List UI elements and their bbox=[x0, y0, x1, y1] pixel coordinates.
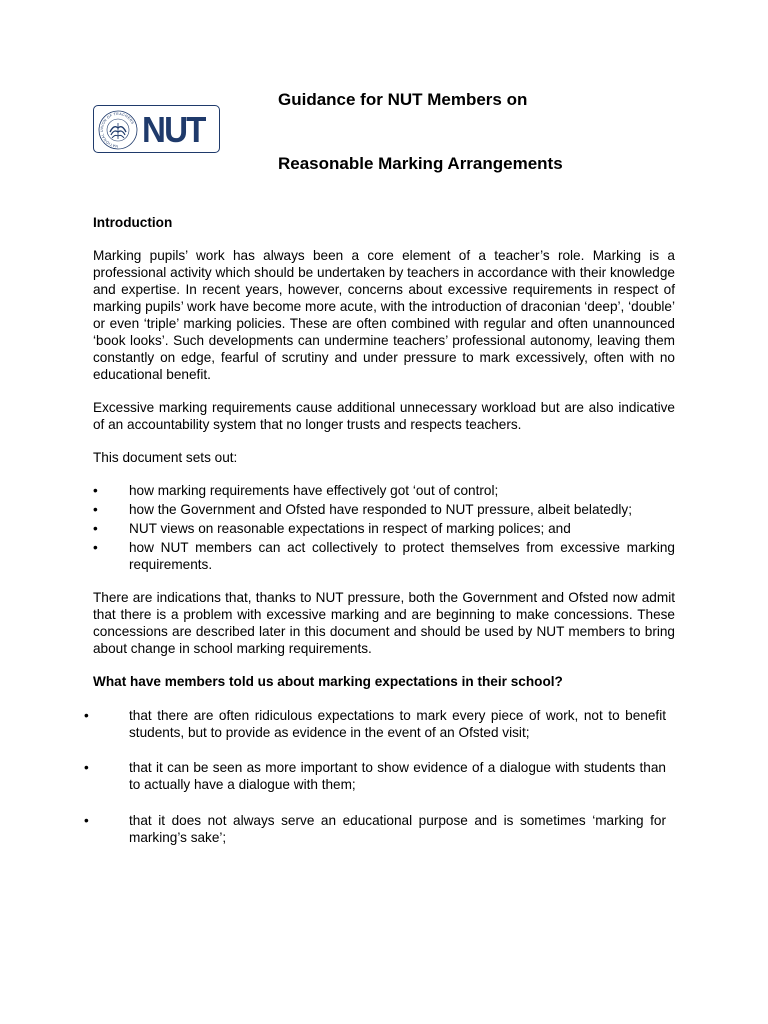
list-item-text: that it does not always serve an educational purpose and is sometimes ‘marking for marking’s sake’; bbox=[129, 813, 666, 846]
bullet-icon: • bbox=[84, 813, 89, 829]
nut-logo bbox=[93, 105, 220, 153]
list-item-text: NUT views on reasonable expectations in respect of marking polices; and bbox=[129, 521, 571, 537]
bullet-icon: • bbox=[93, 521, 98, 537]
list-item bbox=[93, 502, 675, 519]
bullet-icon: • bbox=[84, 707, 89, 723]
introduction-heading: Introduction bbox=[93, 215, 173, 230]
intro-paragraph-4: There are indications that, thanks to NUT pressure, both the Government and Ofsted now admit that there is a problem with excessive marking and are beginning to make concessions. These concessions are described later in this document and should be used by NUT members to bring about change in school marking requirements. bbox=[93, 590, 675, 657]
list-item bbox=[84, 760, 666, 794]
document-title-line-2: Reasonable Marking Arrangements bbox=[278, 154, 563, 173]
list-item-text: that there are often ridiculous expectations to mark every piece of work, not to benefit students, but to provide as evidence in the event of an Ofsted visit; bbox=[129, 707, 666, 740]
members-feedback-list bbox=[84, 708, 666, 847]
list-item bbox=[93, 483, 675, 500]
document-title-line-1: Guidance for NUT Members on bbox=[278, 90, 528, 109]
list-item bbox=[84, 708, 666, 742]
intro-paragraph-3: This document sets out: bbox=[93, 450, 238, 466]
list-item-text: how the Government and Ofsted have responded to NUT pressure, albeit belatedly; bbox=[129, 502, 633, 518]
members-heading: What have members told us about marking expectations in their school? bbox=[93, 674, 563, 690]
document-sets-out-list bbox=[93, 483, 675, 574]
bullet-icon: • bbox=[93, 483, 98, 499]
list-item-text: that it can be seen as more important to show evidence of a dialogue with students than to actually have a dialogue with them; bbox=[129, 760, 666, 793]
nut-wordmark: NUT bbox=[142, 109, 205, 150]
bullet-icon: • bbox=[84, 760, 89, 776]
list-item-text: how marking requirements have effectively got ‘out of control; bbox=[129, 483, 499, 499]
list-item bbox=[93, 540, 675, 574]
intro-paragraph-2: Excessive marking requirements cause additional unnecessary workload but are also indicative of an accountability system that no longer trusts and respects teachers. bbox=[93, 399, 675, 432]
list-item bbox=[84, 813, 666, 847]
svg-text:NATIONAL UNION OF TEACHERS: NATIONAL UNION OF TEACHERS bbox=[99, 111, 135, 149]
intro-paragraph-1: Marking pupils’ work has always been a core element of a teacher’s role. Marking is a professional activity which should be undertaken by teachers in accordance with their knowledge and expertise. In recent years, however, concerns about excessive requirements in respect of marking pupils’ work have become more acute, with the introduction of draconian ‘deep’, ‘double’ or even ‘triple’ marking policies. These are often combined with regular and often unannounced ‘book looks’. Such developments can undermine teachers’ professional autonomy, leaving them constantly on edge, fearful of scrutiny and under pressure to mark excessively, often with no educational benefit. bbox=[93, 248, 675, 382]
document-body bbox=[84, 215, 675, 847]
bullet-icon: • bbox=[93, 502, 98, 518]
list-item bbox=[93, 521, 675, 538]
bullet-icon: • bbox=[93, 540, 98, 556]
list-item-text: how NUT members can act collectively to protect themselves from excessive marking requirements. bbox=[129, 540, 675, 573]
